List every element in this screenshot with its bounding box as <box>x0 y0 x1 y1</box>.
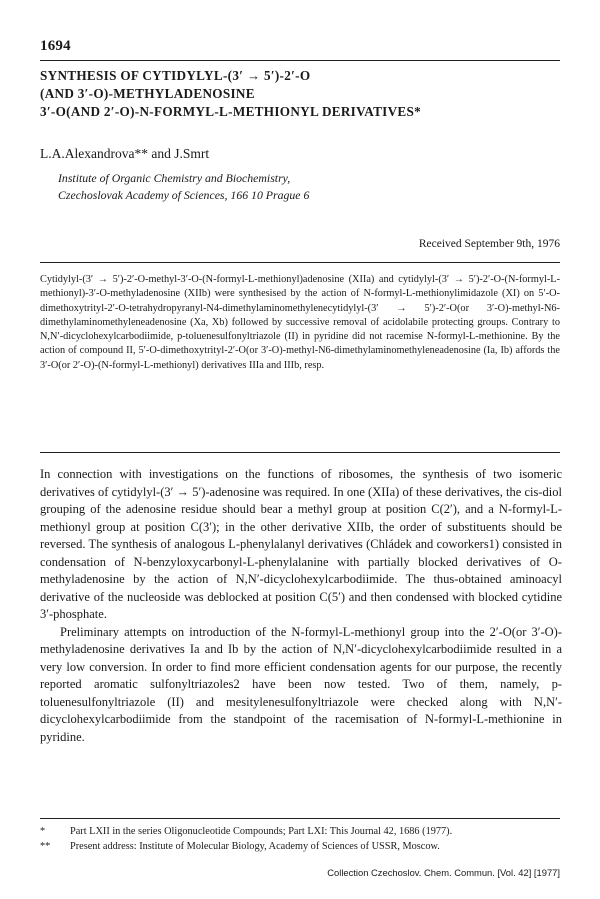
abstract-top-rule <box>40 262 560 263</box>
affiliation-line: Czechoslovak Academy of Sciences, 166 10 Prague 6 <box>58 188 310 202</box>
footnotes <box>40 824 560 854</box>
body-paragraph: Preliminary attempts on introduction of the N-formyl-L-methionyl group into the 2′-O(or 3′-O)-methyladenosine derivatives Ia and Ib by the action of N,N′-dicyclohexylcarbodiimide resulted in a very low conversion. In order to find more efficient condensation agents for our purpose, the recently reported aromatic sulfonyltriazoles2 have been now tested. Two of them, namely, p-toluenesulfonyltriazole (II) and mesitylenesulfonyltriazole were checked along with N,N′-dicyclohexylcarbodiimide from the standpoint of the racemisation of N-formyl-L-methionine in pyridine. <box>40 624 562 744</box>
affiliation <box>58 170 309 204</box>
footnote-text: Part LXII in the series Oligonucleotide Compounds; Part LXI: This Journal 42, 1686 (1977). <box>70 826 453 837</box>
footnote-mark: ** <box>40 841 51 852</box>
title-line: SYNTHESIS OF CYTIDYLYL-(3′ → 5′)-2′-O <box>40 68 311 83</box>
body-paragraph: In connection with investigations on the functions of ribosomes, the synthesis of two isomeric derivatives of cytidylyl-(3′ → 5′)-adenosine was required. In one (XIIa) of these derivatives, the cis-diol grouping of the adenosine residue should bear a methyl group at position C(2′), and a N-formyl-L-methionyl group at position C(3′); in the other derivative XIIb, the order of substituents should be reversed. The synthesis of analogous L-phenylalanyl derivatives (Chládek and coworkers1) consisted in condensation of N-benzyloxycarbonyl-L-phenylalanine with partially blocked derivatives of O-methyladenosine by the action of N,N′-dicyclohexylcarbodiimide. The thus-obtained aminoacyl derivative of the nucleoside was deblocked at position C(5′) and then condensed with blocked cytidine 3′-phosphate. <box>40 467 562 621</box>
header-rule <box>40 60 560 61</box>
page-number: 1694 <box>40 38 71 54</box>
authors: L.A.Alexandrova** and J.Smrt <box>40 146 210 161</box>
article-body <box>40 466 562 746</box>
footnote <box>40 824 560 839</box>
article-title <box>40 67 560 121</box>
title-line: (AND 3′-O)-METHYLADENOSINE <box>40 86 255 101</box>
abstract-bottom-rule <box>40 452 560 453</box>
affiliation-line: Institute of Organic Chemistry and Biochemistry, <box>58 171 291 185</box>
footnote-text: Present address: Institute of Molecular Biology, Academy of Sciences of USSR, Moscow. <box>70 841 440 852</box>
journal-footer: Collection Czechoslov. Chem. Commun. [Vol. 42] [1977] <box>327 867 560 878</box>
footnote-rule <box>40 818 560 819</box>
footnote <box>40 839 560 854</box>
title-line: 3′-O(AND 2′-O)-N-FORMYL-L-METHIONYL DERIVATIVES* <box>40 104 422 119</box>
abstract: Cytidylyl-(3′ → 5′)-2′-O-methyl-3′-O-(N-formyl-L-methionyl)adenosine (XIIa) and cytidylyl-(3′ → 5′)-2′-O-(N-formyl-L-methionyl)-3′-O-methyladenosine (XIIb) were synthesised by the action of N-formyl-L-methionylimidazole (XI) on 5′-O-dimethoxytrityl-2′-O-tetrahydropyranyl-N4-dimethylaminomethylenecytidylyl-(3′ → 5′)-2′-O(or 3′-O)-methyl-N6-dimethylaminomethyleneadenosine (Xa, Xb) followed by successive removal of acidolabile protecting groups. Contrary to N,N′-dicyclohexylcarbodiimide, p-toluenesulfonyltriazole (II) in pyridine did not racemise N-formyl-L-methionine. By the action of compound II, 5′-O-dimethoxytrityl-2′-O(or 3′-O)-methyl-N6-dimethylaminomethyleneadenosine (Ia, Ib) affords the 3′-O(or 2′-O)-(N-formyl-L-methionyl) derivatives IIIa and IIIb, resp. <box>40 274 560 371</box>
footnote-mark: * <box>40 826 46 837</box>
received-date: Received September 9th, 1976 <box>418 238 560 250</box>
